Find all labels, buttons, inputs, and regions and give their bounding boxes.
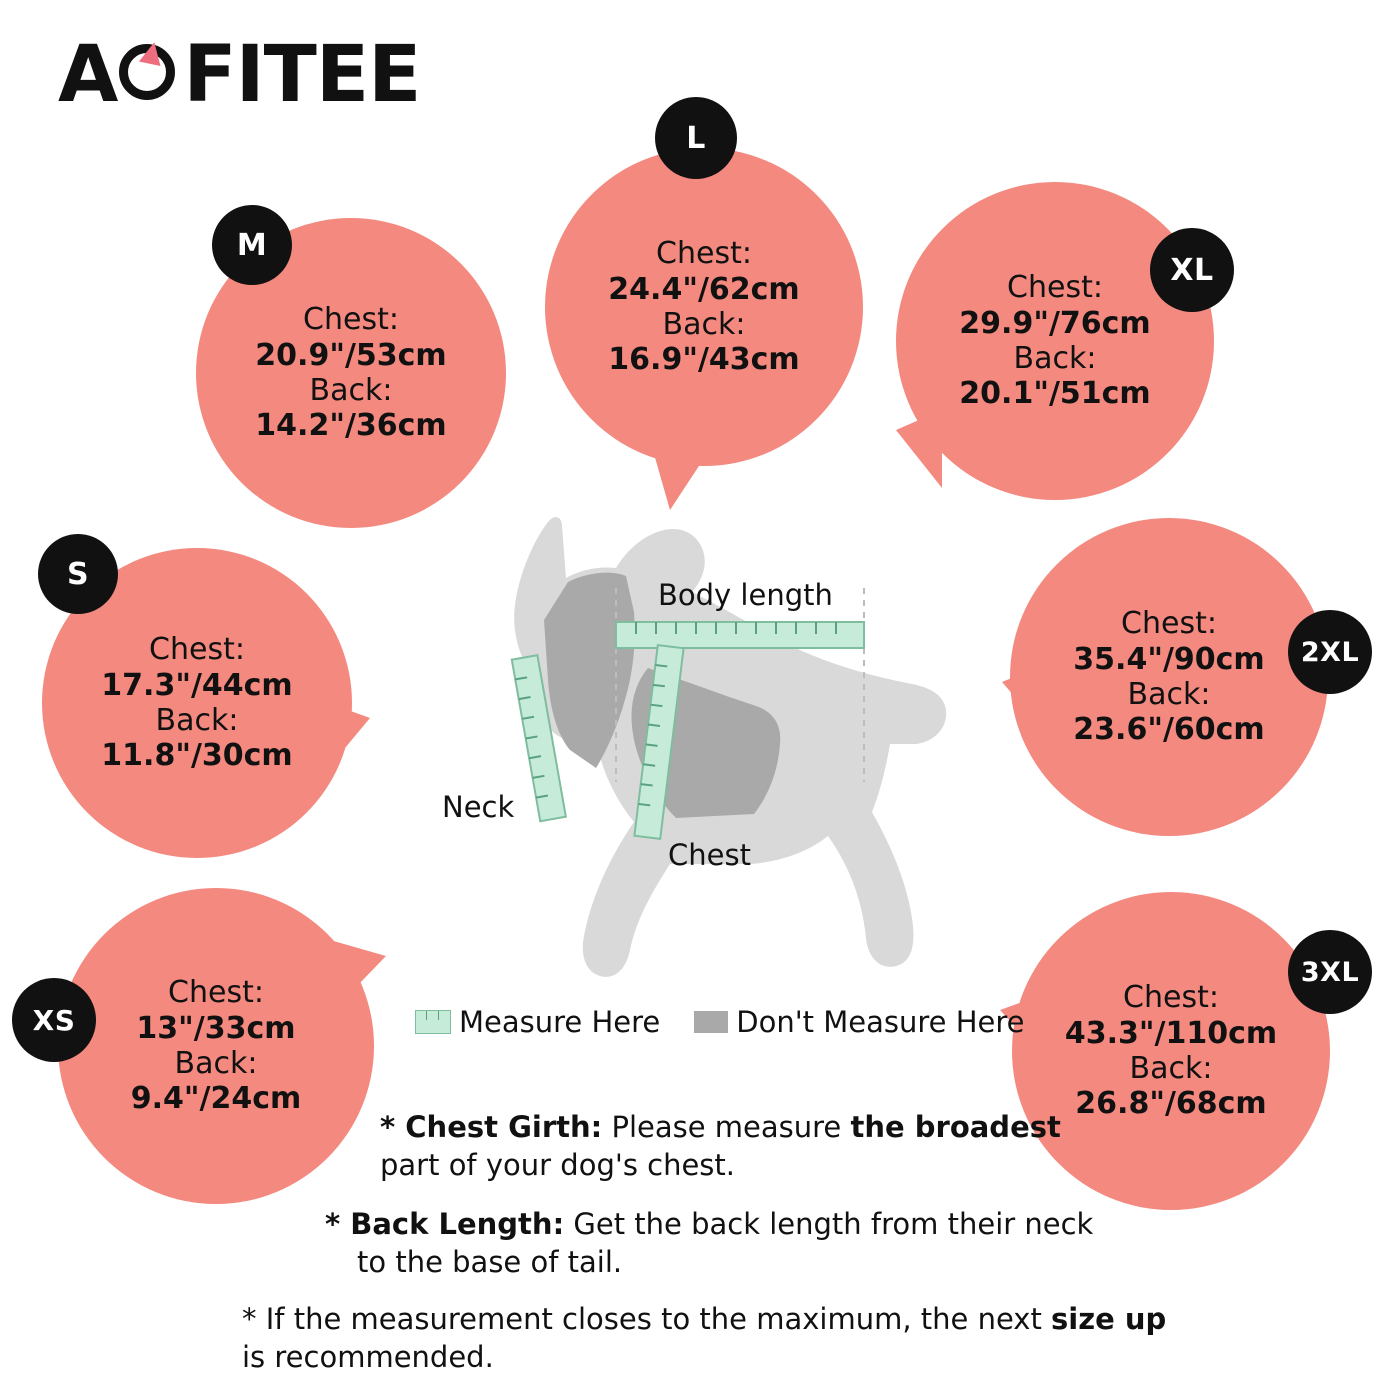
back-label-xs: Back: bbox=[174, 1046, 258, 1081]
back-label-xl: Back: bbox=[1013, 341, 1097, 376]
back-label-2xl: Back: bbox=[1127, 677, 1211, 712]
dog-measurement-diagram bbox=[420, 500, 980, 1020]
chest-value-2xl: 35.4"/90cm bbox=[1073, 641, 1265, 677]
brand-name-part1: A bbox=[58, 30, 118, 120]
chest-value-l: 24.4"/62cm bbox=[608, 271, 800, 307]
size-bubble-2xl bbox=[1010, 518, 1328, 836]
note-chest-girth-text-b: part of your dog's chest. bbox=[380, 1148, 736, 1183]
back-label-s: Back: bbox=[155, 703, 239, 738]
size-badge-3xl: 3XL bbox=[1288, 930, 1372, 1014]
size-badge-m: M bbox=[212, 205, 292, 285]
chest-label-m: Chest: bbox=[303, 302, 399, 338]
chest-label-s: Chest: bbox=[149, 632, 245, 668]
size-badge-l: L bbox=[655, 97, 737, 179]
chest-value-xs: 13"/33cm bbox=[136, 1010, 296, 1046]
chest-label-l: Chest: bbox=[656, 236, 752, 272]
legend-measure-here-label: Measure Here bbox=[459, 1005, 661, 1039]
size-badge-xs: XS bbox=[12, 978, 96, 1062]
chest-label-2xl: Chest: bbox=[1121, 606, 1217, 642]
dog-head-ring-icon bbox=[119, 44, 181, 106]
legend bbox=[415, 1005, 1025, 1039]
note-back-length bbox=[325, 1205, 1145, 1282]
note-size-up bbox=[242, 1300, 1232, 1377]
body-length-label: Body length bbox=[658, 578, 833, 612]
chest-value-s: 17.3"/44cm bbox=[101, 667, 293, 703]
note-chest-girth-title: * Chest Girth: bbox=[380, 1110, 603, 1144]
back-label-l: Back: bbox=[662, 307, 746, 342]
gray-swatch-icon bbox=[694, 1011, 728, 1033]
back-value-xs: 9.4"/24cm bbox=[130, 1081, 302, 1117]
chest-label-xl: Chest: bbox=[1007, 270, 1103, 306]
back-value-s: 11.8"/30cm bbox=[101, 738, 293, 774]
legend-dont-measure-here-label: Don't Measure Here bbox=[736, 1005, 1025, 1039]
note-chest-girth-bold: the broadest bbox=[850, 1110, 1061, 1144]
size-badge-s: S bbox=[38, 534, 118, 614]
chest-value-m: 20.9"/53cm bbox=[255, 337, 447, 373]
note-chest-girth bbox=[380, 1108, 1080, 1185]
chest-label-xs: Chest: bbox=[168, 975, 264, 1011]
size-badge-2xl: 2XL bbox=[1288, 610, 1372, 694]
size-bubble-l bbox=[545, 148, 863, 466]
note-back-length-text-a: Get the back length from their neck bbox=[564, 1207, 1094, 1241]
back-value-2xl: 23.6"/60cm bbox=[1073, 712, 1265, 748]
back-value-l: 16.9"/43cm bbox=[608, 342, 800, 378]
note-size-up-text-b: is recommended. bbox=[242, 1340, 494, 1375]
tape-swatch-icon bbox=[415, 1010, 451, 1034]
brand-name-part2: FITEE bbox=[183, 30, 421, 120]
back-value-3xl: 26.8"/68cm bbox=[1075, 1086, 1267, 1122]
chest-value-3xl: 43.3"/110cm bbox=[1064, 1015, 1278, 1051]
body-length-tape-icon bbox=[616, 622, 864, 648]
chest-label-3xl: Chest: bbox=[1123, 980, 1219, 1016]
chest-label-diagram: Chest bbox=[668, 838, 751, 872]
neck-label: Neck bbox=[442, 790, 515, 824]
size-bubble-xl bbox=[896, 182, 1214, 500]
back-value-xl: 20.1"/51cm bbox=[959, 376, 1151, 412]
brand-logo bbox=[58, 30, 420, 120]
note-size-up-bold: size up bbox=[1051, 1302, 1167, 1336]
chest-value-xl: 29.9"/76cm bbox=[959, 305, 1151, 341]
note-back-length-text-b: to the base of tail. bbox=[357, 1245, 623, 1280]
size-bubble-xs bbox=[58, 888, 374, 1204]
note-chest-girth-text-a: Please measure bbox=[602, 1110, 851, 1144]
back-label-3xl: Back: bbox=[1129, 1051, 1213, 1086]
size-badge-xl: XL bbox=[1150, 228, 1234, 312]
back-label-m: Back: bbox=[309, 373, 393, 408]
note-back-length-title: * Back Length: bbox=[325, 1207, 565, 1241]
note-size-up-text-a: * If the measurement closes to the maximum, the next bbox=[242, 1302, 1052, 1336]
back-value-m: 14.2"/36cm bbox=[255, 408, 447, 444]
